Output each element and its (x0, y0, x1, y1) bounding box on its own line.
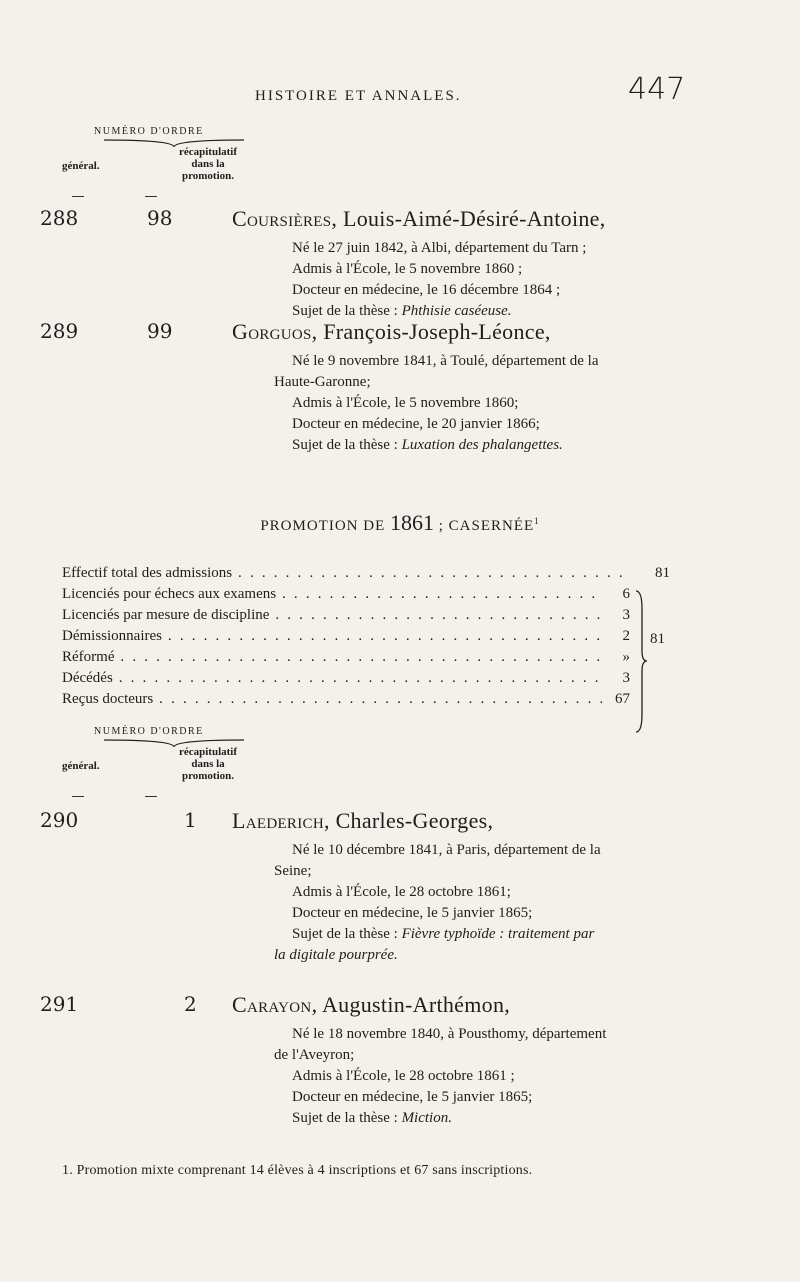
stat-row (62, 586, 702, 607)
divider (145, 196, 157, 197)
general-number: 288 (40, 206, 79, 230)
right-brace-icon (634, 589, 648, 734)
stat-value: 2 (602, 628, 630, 645)
birth-line: Né le 9 novembre 1841, à Toulé, département de la (292, 353, 599, 369)
graduate-name: Coursières, Louis-Aimé-Désiré-Antoine, (232, 206, 606, 231)
footnote: 1. Promotion mixte comprenant 14 élèves à 4 inscriptions et 67 sans inscriptions. (62, 1163, 533, 1178)
recap-column-label: récapitulatif dans la promotion. (178, 746, 238, 782)
promotion-number: 1 (184, 808, 197, 832)
stat-row (62, 649, 702, 670)
number-column-header (62, 126, 250, 196)
birth-line-continued: de l'Aveyron; (274, 1047, 355, 1063)
admission-line: Admis à l'École, le 5 novembre 1860 ; (292, 261, 523, 277)
stat-value: 3 (602, 670, 630, 687)
stat-label: Décédés . . . (62, 670, 622, 687)
graduate-details (274, 1024, 692, 1129)
thesis-line-continued: la digitale pourprée. (274, 947, 398, 963)
admission-line: Admis à l'École, le 28 octobre 1861; (292, 884, 511, 900)
running-title: HISTOIRE ET ANNALES. (255, 88, 462, 104)
thesis-line: Sujet de la thèse : Phthisie caséeuse. (292, 303, 512, 319)
number-column-header (62, 726, 250, 796)
birth-line: Né le 18 novembre 1840, à Pousthomy, département (292, 1026, 607, 1042)
stat-value: 3 (602, 607, 630, 624)
stat-row (62, 691, 702, 712)
number-header-title: NUMÉRO D'ORDRE (94, 726, 204, 737)
birth-line: Né le 27 juin 1842, à Albi, département du Tarn ; (292, 240, 587, 256)
stat-value: 81 (622, 565, 670, 582)
graduate-details (292, 238, 672, 322)
admission-line: Admis à l'École, le 28 octobre 1861 ; (292, 1068, 515, 1084)
birth-line-continued: Haute-Garonne; (274, 374, 371, 390)
birth-line-continued: Seine; (274, 863, 312, 879)
graduate-name: Carayon, Augustin-Arthémon, (232, 992, 511, 1017)
stat-label: Reçus docteurs . . . (62, 691, 622, 708)
thesis-line: Sujet de la thèse : Fièvre typhoïde : traitement par (292, 926, 595, 942)
promotion-heading: PROMOTION DE 1861 ; CASERNÉE$^1$ (260, 510, 540, 535)
thesis-line: Sujet de la thèse : Luxation des phalangettes. (292, 437, 563, 453)
bracket-total: 81 (650, 631, 665, 647)
doctorate-line: Docteur en médecine, le 16 décembre 1864 ; (292, 282, 561, 298)
divider (72, 196, 84, 197)
recap-column-label: récapitulatif dans la promotion. (178, 146, 238, 182)
doctorate-line: Docteur en médecine, le 5 janvier 1865; (292, 905, 533, 921)
graduate-details (274, 351, 692, 456)
stat-label: Licenciés pour échecs aux examens . . . (62, 586, 622, 603)
promotion-number: 2 (184, 992, 197, 1016)
general-number: 289 (40, 319, 79, 343)
birth-line: Né le 10 décembre 1841, à Paris, département de la (292, 842, 601, 858)
stat-value: 6 (602, 586, 630, 603)
stat-label: Réformé . . . (62, 649, 622, 666)
general-column-label: général. (62, 760, 100, 772)
stat-value: 67 (602, 691, 630, 708)
page-number: 447 (628, 72, 686, 107)
stat-row (62, 565, 702, 586)
stat-value: » (602, 649, 630, 666)
general-number: 290 (40, 808, 79, 832)
doctorate-line: Docteur en médecine, le 20 janvier 1866; (292, 416, 540, 432)
stat-label: Démissionnaires . . . (62, 628, 622, 645)
admission-line: Admis à l'École, le 5 novembre 1860; (292, 395, 519, 411)
number-header-title: NUMÉRO D'ORDRE (94, 126, 204, 137)
divider (145, 796, 157, 797)
stat-row (62, 670, 702, 691)
graduate-details (274, 840, 692, 966)
stat-row (62, 607, 702, 628)
stat-row (62, 628, 702, 649)
stat-label: Licenciés par mesure de discipline . . . (62, 607, 622, 624)
divider (72, 796, 84, 797)
footnote-mark: 1 (534, 516, 540, 526)
graduate-name: Laederich, Charles-Georges, (232, 808, 494, 833)
doctorate-line: Docteur en médecine, le 5 janvier 1865; (292, 1089, 533, 1105)
promotion-number: 98 (147, 206, 173, 230)
stat-label: Effectif total des admissions . . . (62, 565, 622, 582)
promotion-statistics (62, 565, 702, 712)
general-number: 291 (40, 992, 79, 1016)
promotion-number: 99 (147, 319, 173, 343)
graduate-name: Gorguos, François-Joseph-Léonce, (232, 319, 551, 344)
thesis-line: Sujet de la thèse : Miction. (292, 1110, 452, 1126)
general-column-label: général. (62, 160, 100, 172)
